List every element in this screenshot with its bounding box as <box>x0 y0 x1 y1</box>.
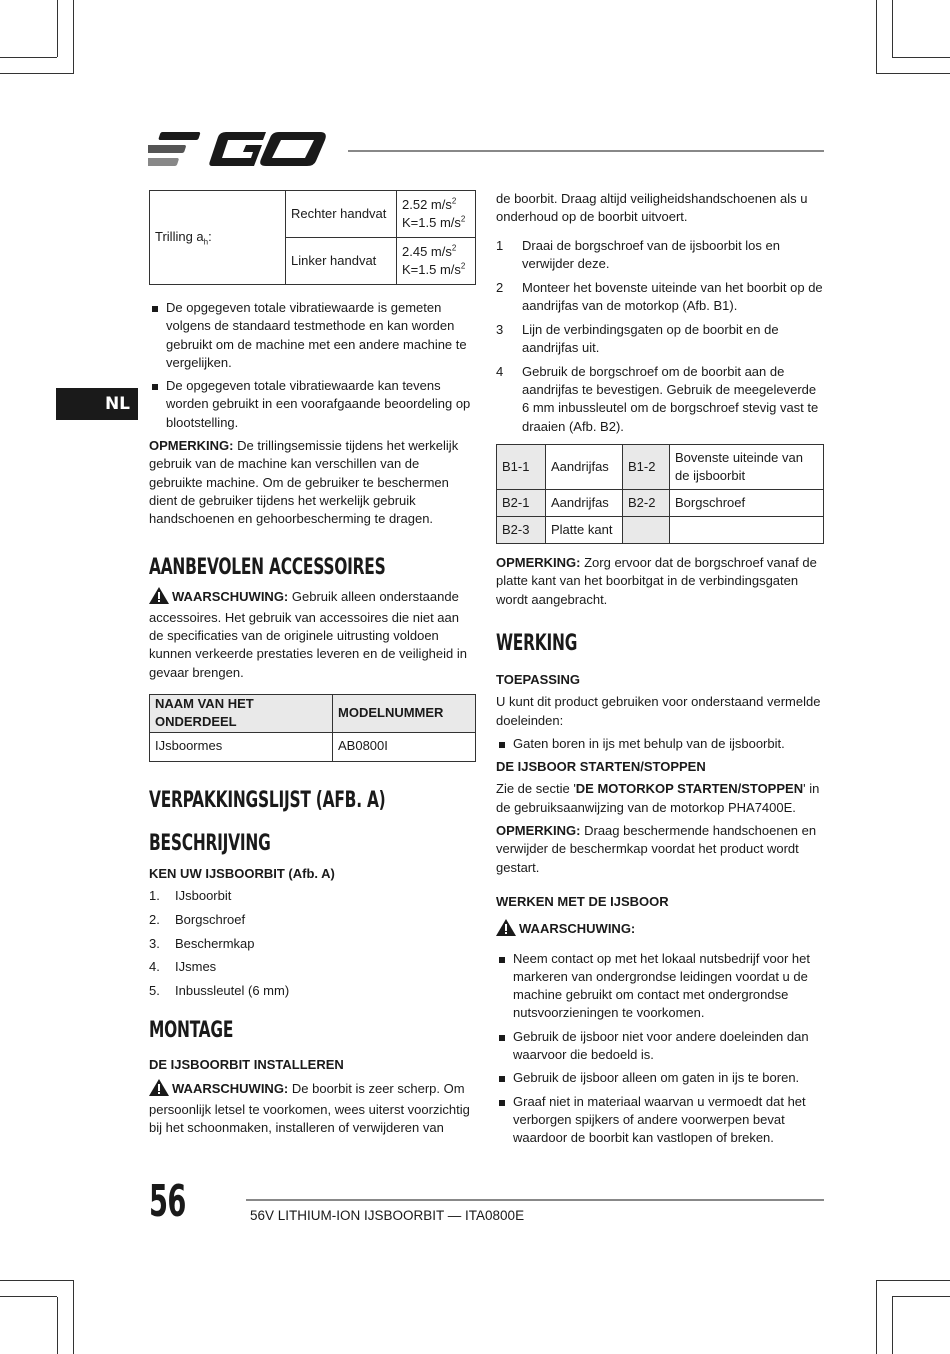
list-item: Gebruik de ijsboor niet voor andere doeleinden dan waarvoor die bedoeld is. <box>496 1028 824 1065</box>
crop-mark <box>0 1280 74 1281</box>
list-item: 2 Monteer het bovenste uiteinde van het boorbit op de aandrijfas van de motorkop (Afb. B1). <box>496 279 823 313</box>
footer-rule <box>246 1199 824 1201</box>
list-item: 1. IJsboorbit <box>149 887 232 903</box>
crop-mark <box>892 1296 950 1297</box>
toepassing-bullets <box>496 735 824 753</box>
section-heading-packing: VERPAKKINGSLIJST (AFB. A) <box>149 787 386 813</box>
list-item: De opgegeven totale vibratiewaarde is gemeten volgens de standaard testmethode en kan worden gebruikt om de machine met een andere machine te vergelijken. <box>149 299 476 372</box>
note-paragraph: OPMERKING: De trillingsemissie tijdens het werkelijk gebruik van de machine kan verschillen van de gebruikte machine. Om de gebruiker te beschermen dient de gebruiker tijdens het werkelijk gebruik handschoenen en gehoorbescherming te dragen. <box>149 438 459 527</box>
left-column <box>149 190 476 1143</box>
crop-mark <box>57 0 58 57</box>
header-rule <box>348 150 824 152</box>
note-paragraph: OPMERKING: Draag beschermende handschoenen en verwijder de beschermkap voordat het product wordt gestart. <box>496 823 817 875</box>
subheading-install: DE IJSBOORBIT INSTALLEREN <box>149 1057 344 1073</box>
vibration-row-name: Rechter handvat <box>286 191 397 238</box>
table-cell: Aandrijfas <box>546 490 623 517</box>
table-cell: Aandrijfas <box>546 445 623 490</box>
crop-mark <box>892 1297 893 1354</box>
section-heading-accessories: AANBEVOLEN ACCESSOIRES <box>149 554 386 580</box>
table-cell: Bovenste uiteinde van de ijsboorbit <box>670 445 824 490</box>
crop-mark <box>892 57 950 58</box>
parts-list <box>149 887 476 1000</box>
crop-mark <box>876 73 950 74</box>
list-item: 4 Gebruik de borgschroef om de boorbit aan de aandrijfas te bevestigen. Gebruik de meegeleverde 6 mm inbussleutel om de borgschroef stevig vast te draaien (Afb. B2). <box>496 363 819 434</box>
accessories-table <box>149 694 476 762</box>
footer-title: 56V LITHIUM-ION IJSBOORBIT — ITA0800E <box>250 1208 525 1223</box>
section-heading-description: BESCHRIJVING <box>149 830 271 856</box>
warning-icon <box>496 919 516 941</box>
right-column <box>496 190 824 1152</box>
warning-paragraph: WAARSCHUWING: <box>496 919 824 941</box>
crop-mark <box>0 1296 57 1297</box>
body-paragraph: Zie de sectie 'DE MOTORKOP STARTEN/STOPPEN' in de gebruiksaanwijzing van de motorkop PHA7400E. <box>496 781 820 815</box>
crop-mark <box>0 73 74 74</box>
vibration-bullets <box>149 299 476 432</box>
table-cell <box>670 517 824 544</box>
crop-mark <box>876 1280 877 1354</box>
crop-mark <box>73 0 74 74</box>
table-header: MODELNUMMER <box>333 695 476 733</box>
list-item: De opgegeven totale vibratiewaarde kan tevens worden gebruikt in een voorafgaande beoordeling op blootstelling. <box>149 377 476 432</box>
warning-paragraph: WAARSCHUWING: Gebruik alleen onderstaande accessoires. Het gebruik van accessoires die niet aan de specificaties van de originele uitrusting voldoen kunnen verkeerde prestaties leveren en de veiligheid in gevaar brengen. <box>149 588 467 680</box>
crop-mark <box>57 1297 58 1354</box>
list-item: 4. IJsmes <box>149 959 217 975</box>
crop-mark <box>892 0 893 57</box>
list-item: 2. Borgschroef <box>149 911 246 927</box>
body-paragraph: U kunt dit product gebruiken voor onderstaand vermelde doeleinden: <box>496 694 821 728</box>
list-item: 3. Beschermkap <box>149 935 255 951</box>
continued-paragraph: de boorbit. Draag altijd veiligheidshandschoenen als u onderhoud op de boorbit uitvoert. <box>496 191 808 225</box>
warning-icon <box>149 587 169 609</box>
ego-logo <box>148 128 332 177</box>
crop-mark <box>876 1280 950 1281</box>
list-item: Graaf niet in materiaal waarvan u vermoedt dat het verborgen spijkers of andere voorwerpen bevat waardoor de boorbit kan vastlopen of breken. <box>496 1093 824 1148</box>
warning-paragraph: WAARSCHUWING: De boorbit is zeer scherp. Om persoonlijk letsel te voorkomen, wees uiterst voorzichtig bij het schoonmaken, installeren of verwijderen van <box>149 1080 470 1136</box>
subheading-know: KEN UW IJSBOORBIT (Afb. A) <box>149 865 335 881</box>
list-item: 5. Inbussleutel (6 mm) <box>149 983 290 999</box>
list-item: 1 Draai de borgschroef van de ijsboorbit los en verwijder deze. <box>496 237 780 271</box>
crop-mark <box>0 57 57 58</box>
section-heading-werking: WERKING <box>496 630 578 656</box>
crop-mark <box>73 1280 74 1354</box>
vibration-row-value: 2.52 $m/s^2$ K=1.5 $m/s^2$ <box>397 191 476 238</box>
parts-table <box>496 444 824 544</box>
subheading-start: DE IJSBOOR STARTEN/STOPPEN <box>496 759 706 775</box>
table-cell: B2-3 <box>497 517 546 544</box>
table-cell <box>623 517 670 544</box>
vibration-row-name: Linker handvat <box>286 238 397 285</box>
subheading-toepassing: TOEPASSING <box>496 671 581 687</box>
table-cell: Borgschroef <box>670 490 824 517</box>
note-paragraph: OPMERKING: Zorg ervoor dat de borgschroef vanaf de platte kant van het boorbitgat in de verbindingsgaten wordt aangebracht. <box>496 555 817 607</box>
list-item: Gebruik de ijsboor alleen om gaten in ijs te boren. <box>496 1069 824 1087</box>
vibration-label: Trilling $a_h$: <box>150 191 286 285</box>
table-cell: B2-2 <box>623 490 670 517</box>
language-tab: NL <box>56 388 138 420</box>
table-cell: AB0800I <box>333 732 476 761</box>
list-item: Gaten boren in ijs met behulp van de ijsboorbit. <box>496 735 824 753</box>
list-item: Neem contact op met het lokaal nutsbedrijf voor het markeren van ondergrondse leidingen voordat u de machine gebruikt om contact met ondergrondse nutsvoorzieningen te voorkomen. <box>496 950 824 1023</box>
section-heading-montage: MONTAGE <box>149 1018 234 1044</box>
subheading-werken: WERKEN MET DE IJSBOOR <box>496 893 669 909</box>
warning-icon <box>149 1079 169 1101</box>
table-header: NAAM VAN HET ONDERDEEL <box>150 695 333 733</box>
table-cell: IJsboormes <box>150 732 333 761</box>
install-steps <box>496 237 824 436</box>
table-cell: B2-1 <box>497 490 546 517</box>
table-cell: Platte kant <box>546 517 623 544</box>
crop-mark <box>876 0 877 74</box>
werken-bullets <box>496 950 824 1148</box>
table-cell: B1-1 <box>497 445 546 490</box>
table-cell: B1-2 <box>623 445 670 490</box>
page-number: 56 <box>149 1176 186 1227</box>
vibration-row-value: 2.45 $m/s^2$ K=1.5 $m/s^2$ <box>397 238 476 285</box>
vibration-table <box>149 190 476 285</box>
list-item: 3 Lijn de verbindingsgaten op de boorbit en de aandrijfas uit. <box>496 321 779 356</box>
